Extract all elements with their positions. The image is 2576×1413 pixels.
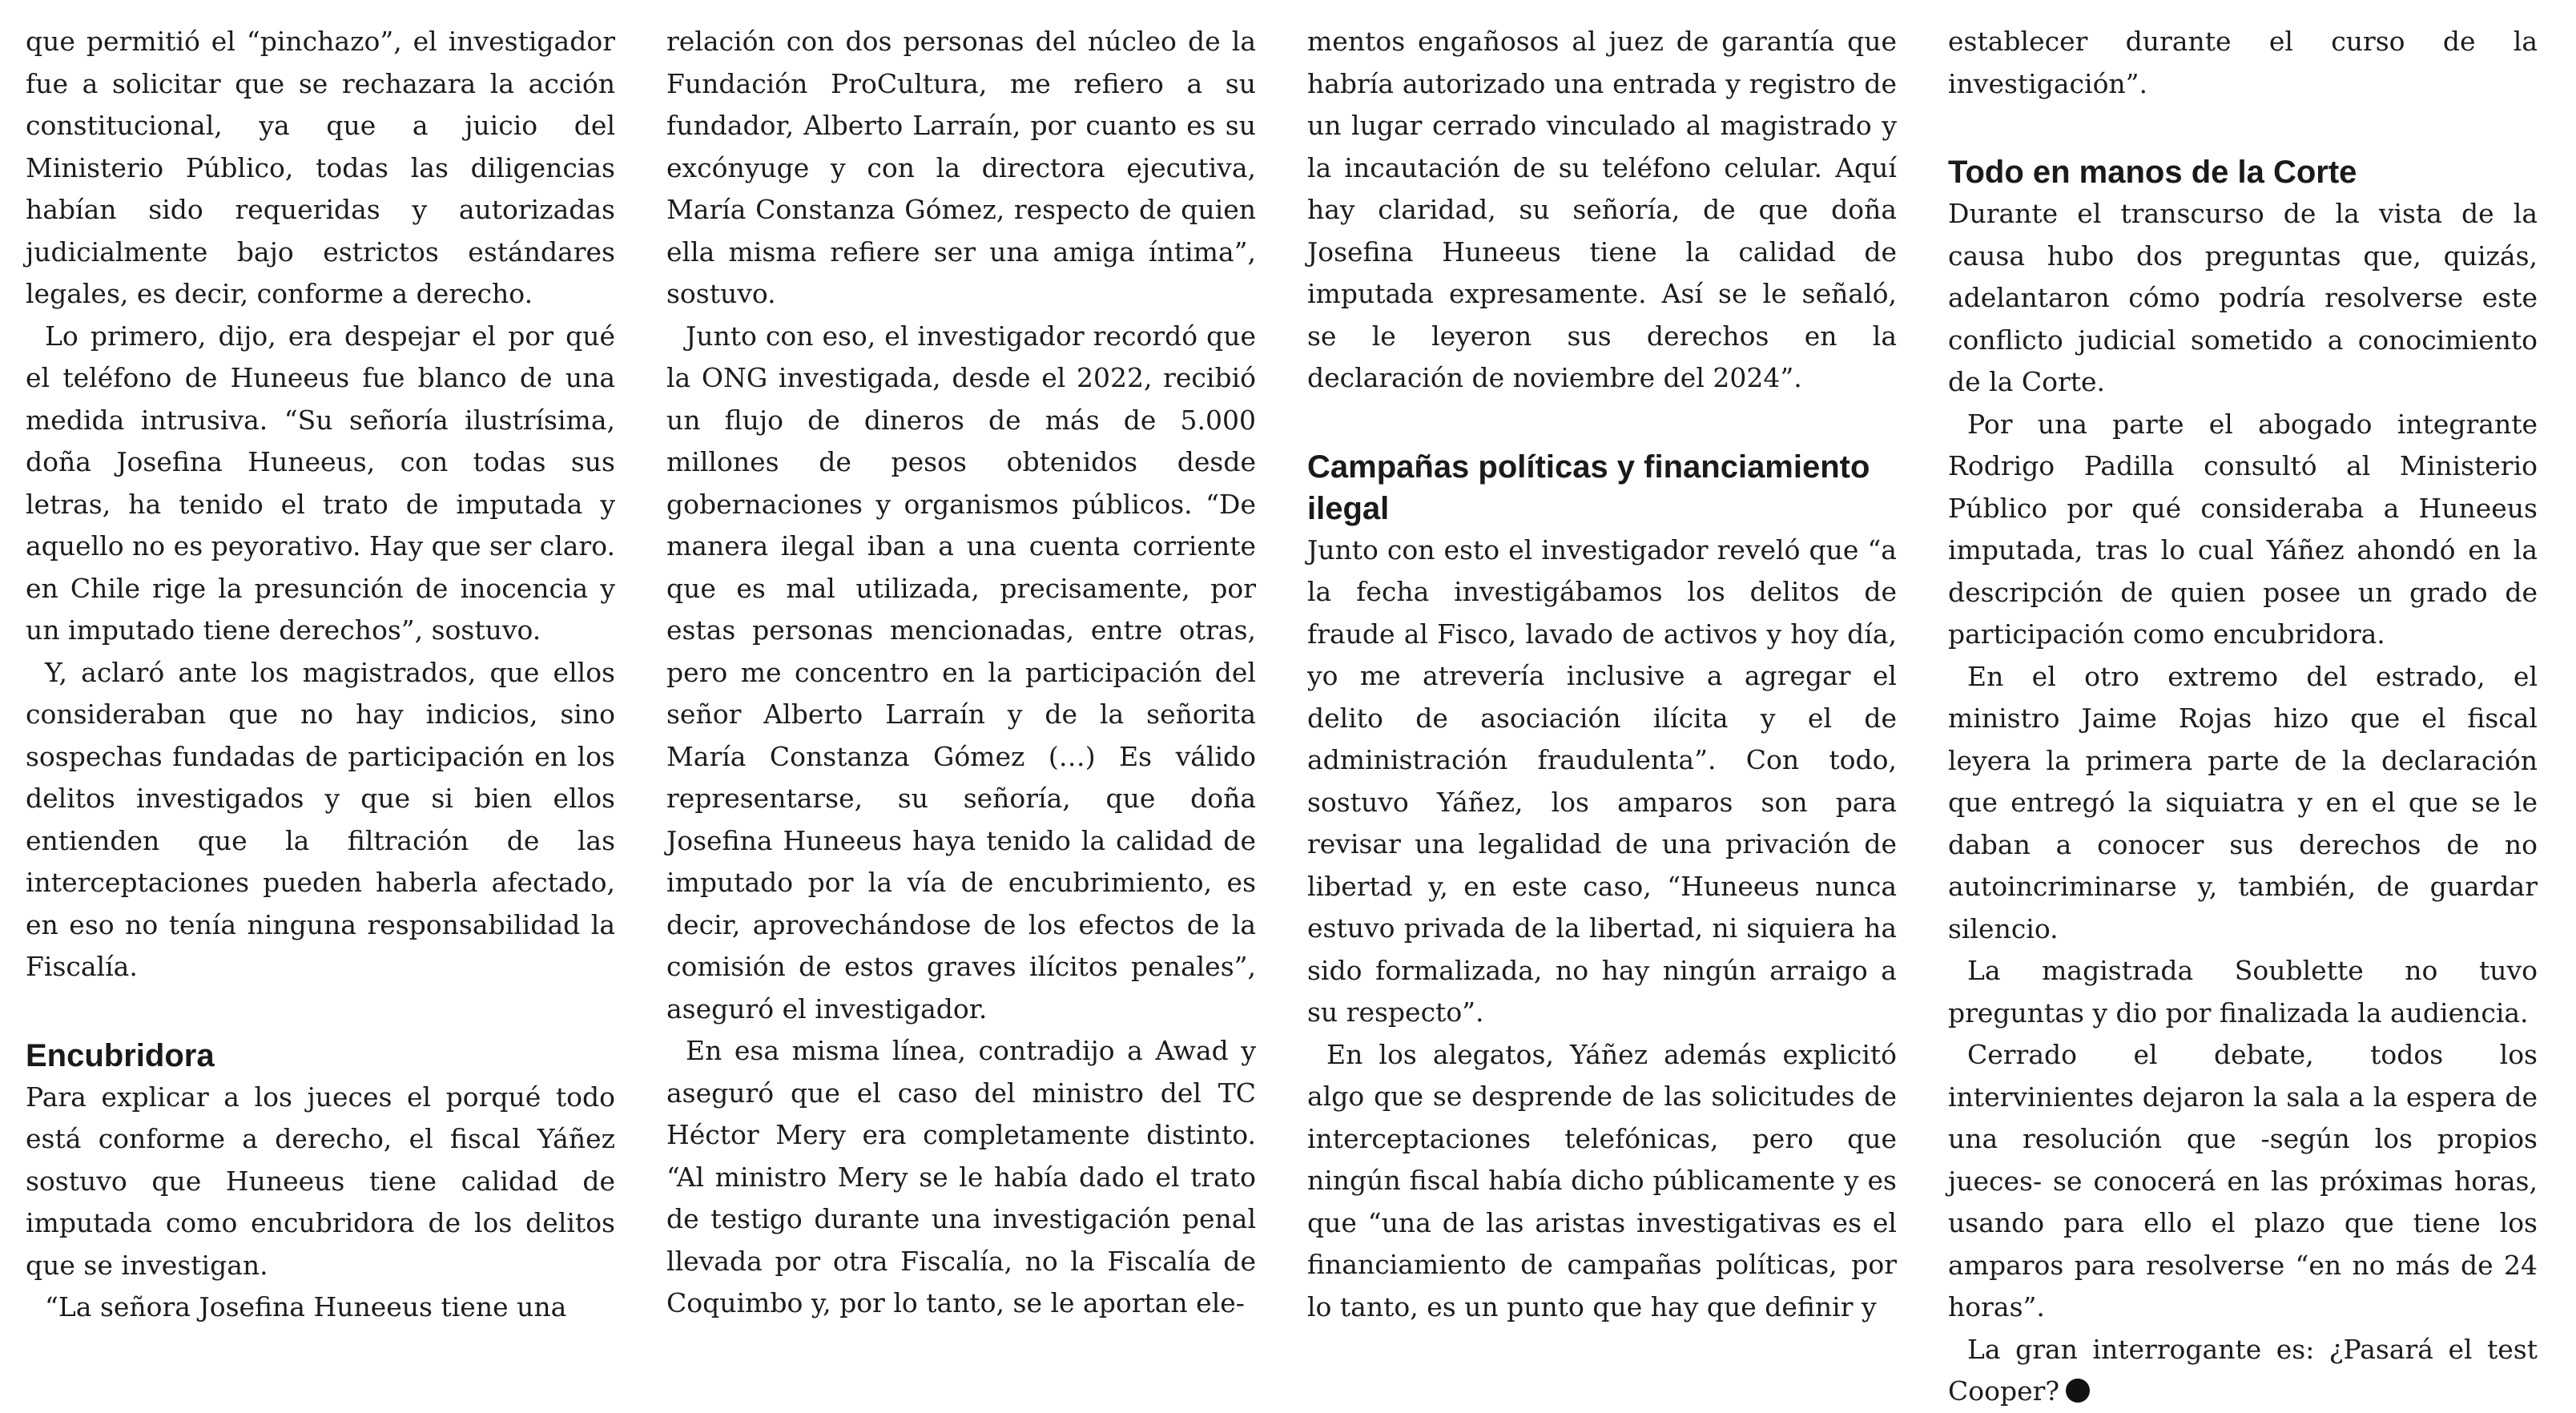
article-paragraph [666,316,1256,1031]
article-paragraph [26,1077,615,1287]
paragraph-text: “La señora Josefina Huneeus tiene una [45,1291,567,1322]
paragraph-text: La gran interrogante es: ¿Pasará el test Cooper? [1948,1333,2538,1407]
paragraph-text: Para explicar a los jueces el porqué todo está conforme a derecho, el fiscal Yáñez sostuvo que Huneeus tiene calidad de imputada como encubridora de los delitos que se investigan. [26,1081,615,1281]
paragraph-text: La magistrada Soublette no tuvo preguntas y dio por finalizada la audiencia. [1948,955,2538,1029]
article-column-2 [666,21,1256,1318]
paragraph-text: mentos engañosos al juez de garantía que habría autorizado una entrada y registro de un lugar cerrado vinculado al magistrado y la incautación de su teléfono celular. Aquí hay claridad, su señoría, de que doña Josefina Huneeus tiene la calidad de imputada expresamente. Así se le señaló, se le leyeron sus derechos en la declaración de noviembre del 2024”. [1307,26,1897,393]
paragraph-text: En los alegatos, Yáñez además explicitó algo que se desprende de las solicitudes de interceptaciones telefónicas, pero que ningún fiscal había dicho públicamente y es que “una de las aristas investigativas es el financiamiento de campañas políticas, por lo tanto, es un punto que hay que definir y [1307,1038,1897,1322]
section-heading: Encubridora [26,1037,215,1073]
article-paragraph [1307,21,1897,400]
paragraph-text: relación con dos personas del núcleo de la Fundación ProCultura, me refiero a su fundador, Alberto Larraín, por cuanto es su excónyuge y con la directora ejecutiva, María Constanza Gómez, respecto de quien ella misma refiere ser una amiga íntima”, sostuvo. [666,26,1256,309]
paragraph-text: En esa misma línea, contradijo a Awad y aseguró que el caso del ministro del TC Héctor Mery era completamente distinto. “Al ministro Mery se le había dado el trato de testigo durante una investigación penal llevada por otra Fiscalía, no la Fiscalía de Coquimbo y, por lo tanto, se le aportan ele- [666,1035,1256,1318]
article-column-1 [26,21,615,1322]
article-column-3 [1307,21,1897,1322]
article-paragraph [666,21,1256,316]
article-paragraph [26,21,615,316]
article-paragraph [26,316,615,652]
paragraph-text: Lo primero, dijo, era despejar el por qué el teléfono de Huneeus fue blanco de una medida intrusiva. “Su señoría ilustrísima, doña Josefina Huneeus, con todas sus letras, ha tenido el trato de imputada y aquello no es peyorativo. Hay que ser claro. en Chile rige la presunción de inocencia y un imputado tiene derechos”, sostuvo. [26,320,615,646]
article-paragraph [1307,529,1897,1034]
article-paragraph [666,1030,1256,1325]
paragraph-text: que permitió el “pinchazo”, el investigador fue a solicitar que se rechazara la acción constitucional, ya que a juicio del Ministerio Público, todas las diligencias habían sido requeridas y autorizadas judicialmente bajo estrictos estándares legales, es decir, conforme a derecho. [26,26,615,309]
article-paragraph [1948,193,2538,404]
article-paragraph [1948,1329,2538,1413]
paragraph-text: Junto con eso, el investigador recordó que la ONG investigada, desde el 2022, recibió un flujo de dineros de más de 5.000 millones de pesos obtenidos desde gobernaciones y organismos públicos. “De manera ilegal iban a una cuenta corriente que es mal utilizada, precisamente, por estas personas mencionadas, entre otras, pero me concentro en la participación del señor Alberto Larraín y de la señorita María Constanza Gómez (…) Es válido representarse, su señoría, que doña Josefina Huneeus haya tenido la calidad de imputado por la vía de encubrimiento, es decir, aprovechándose de los efectos de la comisión de estos graves ilícitos penales”, aseguró el investigador. [666,320,1256,1025]
article-paragraph [1948,21,2538,105]
paragraph-text: Durante el transcurso de la vista de la causa hubo dos preguntas que, quizás, adelantaron cómo podría resolverse este conflicto judicial sometido a conocimiento de la Corte. [1948,198,2538,397]
article-paragraph [1948,1034,2538,1329]
paragraph-text: establecer durante el curso de la investigación”. [1948,26,2538,99]
section-heading: Todo en manos de la Corte [1948,155,2357,190]
paragraph-text: Cerrado el debate, todos los intervinientes dejaron la sala a la espera de una resolución que -según los propios jueces- se conocerá en las próximas horas, usando para ello el plazo que tiene los amparos para resolverse “en no más de 24 horas”. [1948,1039,2538,1322]
paragraph-text: Por una parte el abogado integrante Rodrigo Padilla consultó al Ministerio Público por qué consideraba a Huneeus imputada, tras lo cual Yáñez ahondó en la descripción de quien posee un grado de participación como encubridora. [1948,408,2538,650]
article-column-4 [1948,21,2538,1407]
article-paragraph [1948,404,2538,656]
article-paragraph [1948,656,2538,951]
article-paragraph [1307,1034,1897,1329]
article-paragraph [26,652,615,988]
paragraph-text: Y, aclaró ante los magistrados, que ellos consideraban que no hay indicios, sino sospechas fundadas de participación en los delitos investigados y que si bien ellos entienden que la filtración de las interceptaciones pueden haberla afectado, en eso no tenía ninguna responsabilidad la Fiscalía. [26,656,615,982]
end-mark-icon [2066,1379,2090,1403]
article-paragraph [1948,950,2538,1034]
section-heading: Campañas políticas y financiamiento ilegal [1307,449,1870,526]
paragraph-text: Junto con esto el investigador reveló que “a la fecha investigábamos los delitos de fraude al Fisco, lavado de activos y hoy día, yo me atrevería inclusive a agregar el delito de asociación ilícita y el de administración fraudulenta”. Con todo, sostuvo Yáñez, los amparos son para revisar una legalidad de una privación de libertad y, en este caso, “Huneeus nunca estuvo privada de la libertad, ni siquiera ha sido formalizada, no hay ningún arraigo a su respecto”. [1307,533,1897,1028]
paragraph-text: En el otro extremo del estrado, el ministro Jaime Rojas hizo que el fiscal leyera la primera parte de la declaración que entregó la siquiatra y en el que se le daban a conocer sus derechos de no autoincriminarse y, también, de guardar silencio. [1948,660,2538,944]
article-paragraph [26,1286,615,1329]
